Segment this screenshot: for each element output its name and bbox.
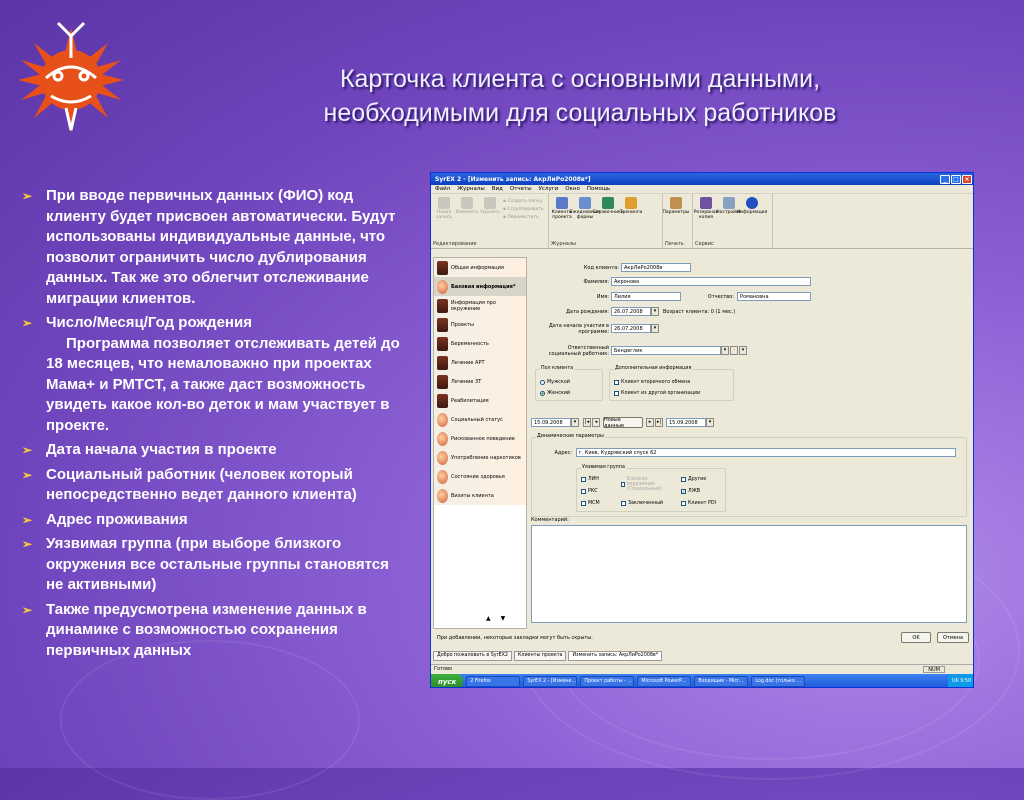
calendar-button[interactable]: ▾ (651, 324, 659, 333)
client-photo-icon (437, 375, 448, 389)
gender-female-radio[interactable]: Женский (540, 391, 570, 396)
bullet-item: ➢ Адрес проживания (22, 510, 406, 531)
reference-button[interactable]: Справочники (598, 197, 618, 248)
tab-clients[interactable]: Клиенты проекта (514, 651, 566, 661)
scroll-up-icon[interactable]: ▲ (486, 615, 491, 622)
dropdown-button[interactable]: ▾ (739, 346, 747, 355)
new-data-button[interactable]: Новые данные (603, 417, 643, 428)
parameters-button[interactable]: Параметры (666, 197, 686, 248)
taskbar-item[interactable]: 2 Firefox (466, 676, 520, 687)
status-bar (431, 664, 974, 673)
delete-icon (484, 197, 496, 209)
sun-logo (6, 8, 136, 148)
client-photo-icon (437, 356, 448, 370)
training-icon (625, 197, 637, 209)
bullet-item: ➢ При вводе первичных данных (ФИО) код клиенту будет присвоен автоматически. Будут использованы индивидуальные данные, что позволит ограничить число дублирования данных. Так же это облегчит отслеживание миграции клиентов. (22, 187, 396, 307)
name-input[interactable]: Лилия (611, 292, 681, 301)
first-button[interactable]: |◂ (584, 419, 590, 425)
prev-button[interactable]: ◂ (592, 418, 600, 427)
birth-date-input[interactable]: 26.07.2008 (611, 307, 651, 316)
start-button[interactable]: пуск (431, 674, 463, 688)
arrow-icon: ➢ (22, 189, 33, 203)
last-button[interactable]: ▸| (656, 419, 662, 425)
arrow-icon: ➢ (22, 316, 33, 330)
client-code-label: Код клиента: (583, 265, 619, 271)
num-lock-indicator: NUM (923, 666, 945, 673)
person-icon (437, 280, 448, 294)
taskbar (431, 674, 974, 688)
maximize-button[interactable]: □ (951, 175, 961, 184)
nav-scroll (486, 615, 505, 622)
edit-icon (461, 197, 473, 209)
person-icon (437, 432, 448, 446)
tab-edit-record[interactable]: Изменить запись: АкрЛиРо2008в* (568, 651, 662, 661)
calendar-button[interactable]: ▾ (651, 307, 659, 316)
bullet-item: ➢ Социальный работник (человек который непосредственно ведет данного клиента) (22, 465, 357, 503)
person-icon (437, 451, 448, 465)
window-titlebar: SyrEX 2 - [Изменить запись: АкрЛиРо2008в*] _ □ × (431, 173, 973, 185)
nav-item[interactable]: Базовая информация* (434, 277, 526, 296)
bullet-subtext: Программа позволяет отслеживать детей до 18 месяцев, что немаловажно при проектах Мама+ и РМТСТ, а также даст возможность увидеть какое кол-во деток и мам участвует в проекте. (46, 334, 400, 434)
forms-icon (579, 197, 591, 209)
gender-group (535, 366, 603, 401)
client-photo-icon (437, 318, 448, 332)
nav-item[interactable]: Проекты (434, 315, 526, 334)
comment-label: Комментарий: (531, 517, 569, 523)
print-settings-icon (670, 197, 682, 209)
next-button[interactable]: ▸ (646, 418, 654, 427)
nav-item[interactable]: Лечение ЗТ (434, 372, 526, 391)
arrow-icon: ➢ (22, 443, 33, 457)
group-label: Редактирование (433, 241, 477, 247)
vuln-checkbox[interactable]: ✓ ЛЖВ (682, 489, 701, 494)
client-code-field: АкрЛиРо2008в (621, 263, 691, 272)
person-icon (437, 489, 448, 503)
arrow-icon: ➢ (22, 602, 33, 617)
extra-info-legend: Дополнительная информация (615, 366, 692, 371)
status-text: Готово (434, 666, 453, 672)
nav-item[interactable]: Беременность (434, 334, 526, 353)
menu-journals[interactable]: Журналы (457, 186, 485, 192)
taskbar-item[interactable]: SyrEX 2 - [Измене... (523, 676, 577, 687)
start-date-label: Дата начала участия в программе: (548, 323, 609, 335)
minimize-button[interactable]: _ (940, 175, 950, 184)
address-input[interactable]: г. Киев, Кудрявский спуск 62 (576, 448, 956, 457)
clients-button[interactable]: Клиенты проекта (552, 197, 572, 248)
language-indicator[interactable]: UK (952, 679, 959, 684)
ripple (60, 640, 360, 800)
arrow-icon: ➢ (22, 537, 33, 551)
delete-button[interactable]: Удалить (480, 197, 500, 248)
app-window (430, 172, 974, 688)
document-tabs (433, 651, 971, 661)
settings-icon (723, 197, 735, 209)
vuln-checkbox[interactable]: МСМ (581, 501, 600, 506)
surname-input[interactable]: Акронова (611, 277, 811, 286)
dynamic-params-legend: Динамические параметры (537, 434, 604, 439)
book-icon (602, 197, 614, 209)
person-icon (437, 470, 448, 484)
edit-button[interactable]: Изменить (457, 197, 477, 248)
close-button[interactable]: × (962, 175, 972, 184)
clients-icon (556, 197, 568, 209)
bullet-list (22, 186, 406, 661)
menu-view[interactable]: Вид (491, 186, 503, 192)
ok-button[interactable]: OK (901, 632, 931, 643)
worker-select[interactable]: Бендеглик (611, 346, 721, 355)
patronymic-input[interactable]: Романовна (737, 292, 811, 301)
vuln-checkbox[interactable]: РКС (581, 489, 598, 494)
info-button[interactable]: Информация (742, 197, 762, 248)
secondary-exchange-checkbox[interactable]: Клиент вторичного обмена (614, 380, 690, 385)
patronymic-label: Отчество: (707, 294, 734, 300)
vulnerable-group (576, 465, 726, 512)
nav-item[interactable]: Рискованное поведение (434, 429, 526, 448)
vuln-checkbox[interactable]: ЛИН (581, 477, 599, 482)
toolbar-ribbon (431, 194, 973, 249)
group-label: Сервис (695, 241, 714, 247)
taskbar-item[interactable]: Проект работы - ... (580, 676, 634, 687)
bullet-item: ➢ Дата начала участия в проекте (22, 440, 406, 461)
nav-item[interactable]: Общая информация (434, 258, 526, 277)
client-photo-icon (437, 394, 448, 408)
system-tray (948, 674, 974, 688)
age-text: Возраст клиента: 0 (1 мес.) (663, 309, 736, 315)
nav-item[interactable]: Употребление наркотиков (434, 448, 526, 467)
menu-file[interactable]: Файл (435, 186, 451, 192)
tab-welcome[interactable]: Добро пожаловать в SyrEX2 (433, 651, 512, 661)
nav-item[interactable]: Лечение АРТ (434, 353, 526, 372)
bullet-item: ➢ Также предусмотрена изменение данных в динамике с возможностью сохранения первичных данных (22, 600, 367, 659)
dropdown-button[interactable]: ▾ (721, 346, 729, 355)
name-label: Имя: (596, 294, 609, 300)
taskbar-item[interactable]: Входящие - Micr... (694, 676, 748, 687)
worker-label: Ответственный социальный работник: (548, 345, 609, 357)
bullet-item: ➢ Уязвимая группа (при выборе близкого окружения все остальные группы становятся не активными) (22, 535, 389, 593)
nav-item[interactable]: Состояние здоровья (434, 467, 526, 486)
taskbar-item[interactable]: Log.doc (только ... (751, 676, 805, 687)
menu-services[interactable]: Услуги (538, 186, 559, 192)
vuln-checkbox[interactable]: Близкое окружение (Социальный) (621, 477, 677, 492)
menu-window[interactable]: Окно (565, 186, 580, 192)
date-from-input[interactable]: 15.09.2008 (531, 418, 571, 427)
taskbar-item[interactable]: Microsoft PowerP... (637, 676, 691, 687)
hint-text: При добавлении, некоторые закладки могут быть скрыты. (437, 635, 593, 641)
nav-item[interactable]: Реабилитация (434, 391, 526, 410)
slide-title: Карточка клиента с основными данными, необходимыми для социальных работников (323, 65, 837, 127)
create-folder-button[interactable]: ▪ Создать папку (503, 199, 544, 204)
scroll-down-icon[interactable]: ▼ (500, 615, 506, 622)
address-label: Адрес: (554, 450, 572, 456)
start-date-input[interactable]: 26.07.2008 (611, 324, 651, 333)
menu-help[interactable]: Помощь (586, 186, 611, 192)
vulnerable-legend: Уязвимая группа (582, 465, 625, 470)
menu-bar (431, 185, 973, 194)
new-icon (438, 197, 450, 209)
date-to-input[interactable]: 15.09.2008 (666, 418, 706, 427)
nav-item[interactable]: Визиты клиента (434, 486, 526, 505)
dynamic-params-group (531, 434, 967, 517)
client-photo-icon (437, 261, 448, 275)
group-button[interactable]: ▪ Сгруппировать (503, 207, 544, 212)
nav-item[interactable]: Социальный статус (434, 410, 526, 429)
settings-button[interactable]: Настройки (719, 197, 739, 248)
backup-icon (700, 197, 712, 209)
vuln-checkbox[interactable]: Другие (681, 477, 706, 482)
new-record-button[interactable]: Новая запись (434, 197, 454, 248)
backup-button[interactable]: Резервная копия (696, 197, 716, 248)
info-icon (746, 197, 758, 209)
bullet-item: ➢ Число/Месяц/Год рождения (22, 313, 406, 334)
move-button[interactable]: ▪ Переместить (503, 215, 544, 220)
client-photo-icon (437, 299, 448, 313)
clock: 9:50 (960, 679, 971, 684)
calendar-button[interactable]: ▾ (571, 418, 579, 427)
client-form (529, 257, 971, 629)
group-label: Журналы (551, 241, 576, 247)
vuln-checkbox[interactable]: Заключенный (621, 501, 663, 506)
other-org-checkbox[interactable]: Клиент из другой организации (614, 391, 700, 396)
person-icon (437, 413, 448, 427)
gender-legend: Пол клиента (541, 366, 574, 371)
birth-date-label: Дата рождения: (565, 309, 609, 315)
section-nav (433, 257, 527, 629)
extra-info-group (609, 366, 734, 401)
nav-item[interactable]: Информация про окружение (434, 296, 526, 315)
calendar-button[interactable]: ▾ (706, 418, 714, 427)
cancel-button[interactable]: Отмена (937, 632, 969, 643)
vuln-checkbox[interactable]: Клиент PDI (681, 501, 716, 506)
menu-reports[interactable]: Отчеты (509, 186, 532, 192)
trainings-button[interactable]: Тренинги (621, 197, 641, 248)
client-photo-icon (437, 337, 448, 351)
gender-male-radio[interactable]: Мужской (540, 380, 570, 385)
lookup-button[interactable]: · (730, 346, 738, 355)
surname-label: Фамилия: (583, 279, 609, 285)
arrow-icon: ➢ (22, 512, 33, 527)
group-label: Печать (665, 241, 684, 247)
daily-forms-button[interactable]: Ежедневные формы (575, 197, 595, 248)
arrow-icon: ➢ (22, 467, 33, 482)
comment-textarea[interactable] (531, 525, 967, 623)
